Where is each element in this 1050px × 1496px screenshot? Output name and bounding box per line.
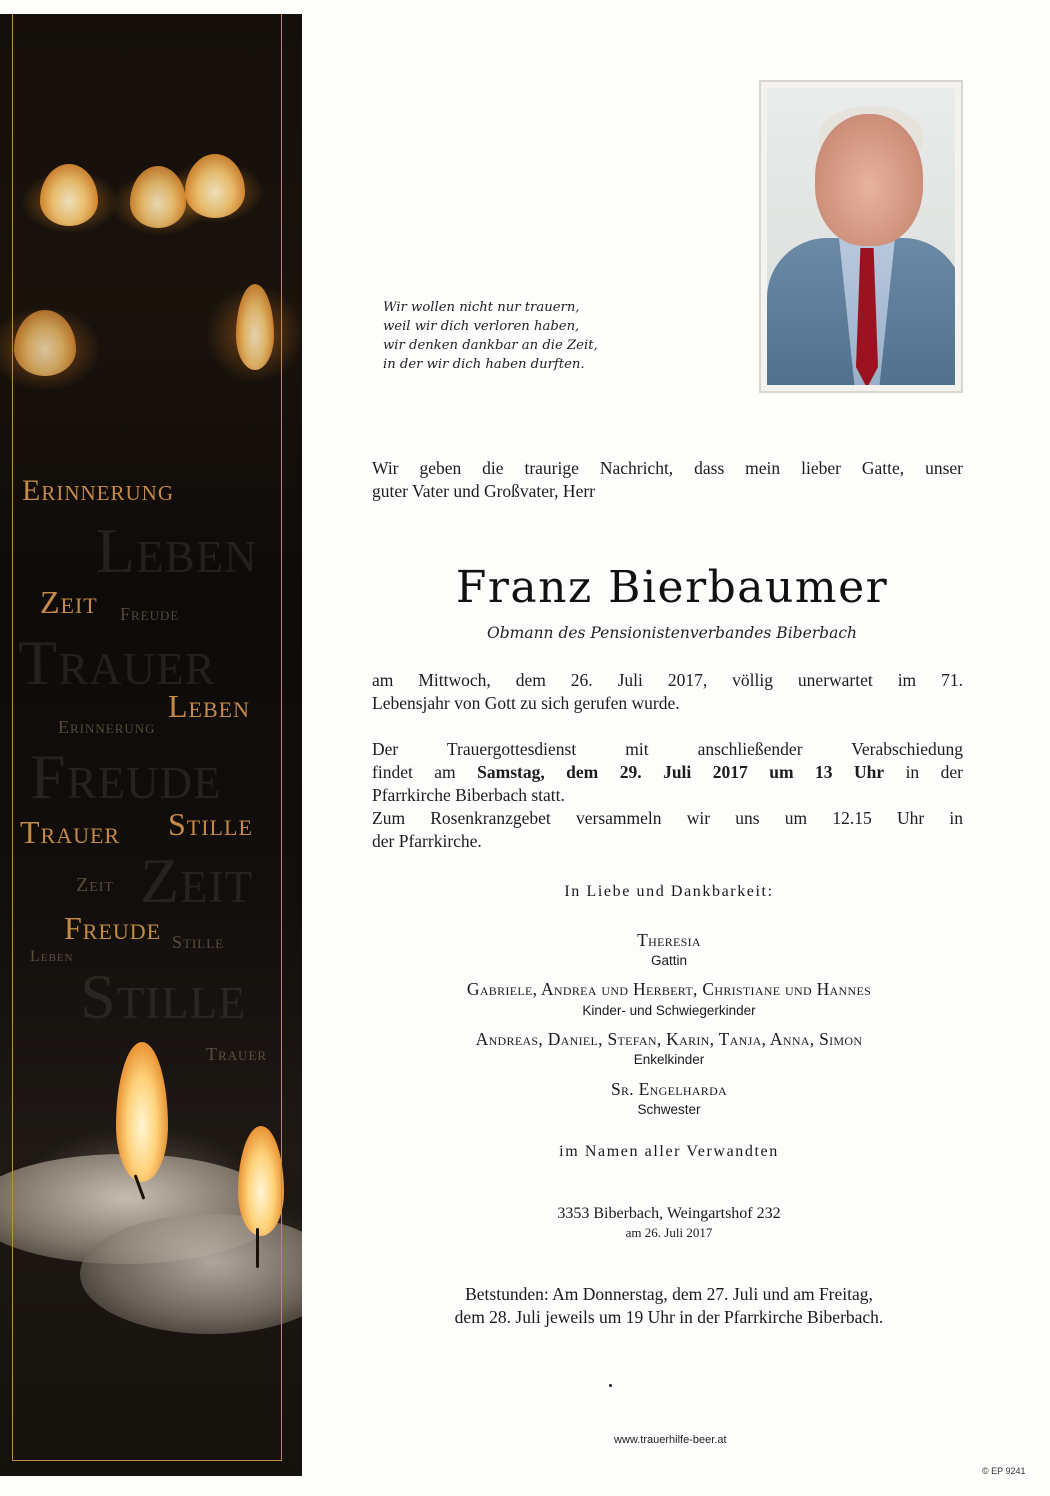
panel-word: Trauer [18, 627, 216, 698]
panel-word: Leben [30, 948, 74, 965]
panel-word: Leben [168, 688, 250, 724]
service-line: Pfarrkirche Biberbach statt. [372, 785, 565, 805]
panel-word: Freude [30, 741, 222, 812]
intro-paragraph [372, 457, 963, 503]
gratitude-line: In Liebe und Dankbarkeit: [564, 883, 774, 900]
panel-word: Stille [80, 961, 247, 1032]
deceased-name: Franz Bierbaumer [455, 562, 889, 613]
death-line: Lebensjahr von Gott zu sich gerufen wurde. [372, 693, 680, 713]
relatives-line: im Namen aller Verwandten [559, 1143, 779, 1160]
service-line: Der Trauergottesdienst mit anschließender Verabschiedung [372, 739, 963, 759]
panel-word: Freude [120, 604, 180, 624]
deceased-role: Obmann des Pensionistenverbandes Biberbach [487, 624, 857, 642]
death-line: am Mittwoch, dem 26. Juli 2017, völlig unerwartet im 71. [372, 670, 963, 690]
prayer-line: dem 28. Juli jeweils um 19 Uhr in der Pfarrkirche Biberbach. [454, 1307, 884, 1327]
address: 3353 Biberbach, Weingartshof 232 [557, 1205, 781, 1222]
family-names: Gabriele, Andrea und Herbert, Christiane und Hannes [466, 979, 872, 999]
quote-line: in der wir dich haben durften. [383, 357, 585, 372]
panel-word: Zeit [40, 584, 98, 620]
portrait-frame [759, 80, 963, 393]
family-relation: Kinder- und Schwiegerkinder [582, 1003, 756, 1018]
panel-word: Stille [168, 806, 253, 842]
intro-line: guter Vater und Großvater, Herr [372, 481, 595, 501]
service-line: findet am Samstag, dem 29. Juli 2017 um 13 Uhr in der [372, 762, 963, 782]
panel-gold-frame [12, 14, 282, 1461]
print-code: © EP 9241 [982, 1466, 1026, 1476]
service-paragraph [372, 738, 963, 853]
panel-word: Leben [96, 515, 258, 586]
family-relation: Schwester [637, 1102, 701, 1117]
candle-panel [0, 14, 302, 1476]
intro-line: Wir geben die traurige Nachricht, dass mein lieber Gatte, unser [372, 458, 963, 478]
panel-word: Erinnerung [22, 474, 174, 507]
family-relation: Gattin [650, 953, 688, 968]
panel-word: Freude [64, 910, 162, 946]
panel-word: Zeit [140, 845, 254, 916]
rosary-line: der Pfarrkirche. [372, 831, 482, 851]
portrait-photo [767, 88, 955, 385]
family-relation: Enkelkinder [633, 1052, 705, 1067]
panel-word: Stille [172, 932, 225, 952]
quote-line: weil wir dich verloren haben, [383, 319, 580, 334]
service-date: Samstag, dem 29. Juli 2017 um 13 Uhr [477, 762, 885, 782]
address-date: am 26. Juli 2017 [625, 1225, 713, 1240]
rosary-line: Zum Rosenkranzgebet versammeln wir uns um 12.15 Uhr in [372, 808, 963, 828]
panel-word: Zeit [76, 874, 114, 896]
panel-word: Trauer [20, 814, 121, 850]
quote-line: wir denken dankbar an die Zeit, [383, 338, 598, 353]
panel-word: Erinnerung [58, 717, 156, 737]
death-paragraph [372, 669, 963, 715]
website-link[interactable]: www.trauerhilfe-beer.at [614, 1434, 727, 1446]
memorial-quote [383, 298, 643, 374]
family-names: Sr. Engelharda [610, 1079, 728, 1099]
quote-line: Wir wollen nicht nur trauern, [383, 300, 580, 315]
family-names: Andreas, Daniel, Stefan, Karin, Tanja, Anna, Simon [475, 1029, 863, 1049]
prayer-line: Betstunden: Am Donnerstag, dem 27. Juli und am Freitag, [465, 1284, 873, 1304]
panel-word: Trauer [206, 1044, 268, 1064]
family-names: Theresia [637, 930, 701, 950]
separator-dot [609, 1384, 612, 1387]
